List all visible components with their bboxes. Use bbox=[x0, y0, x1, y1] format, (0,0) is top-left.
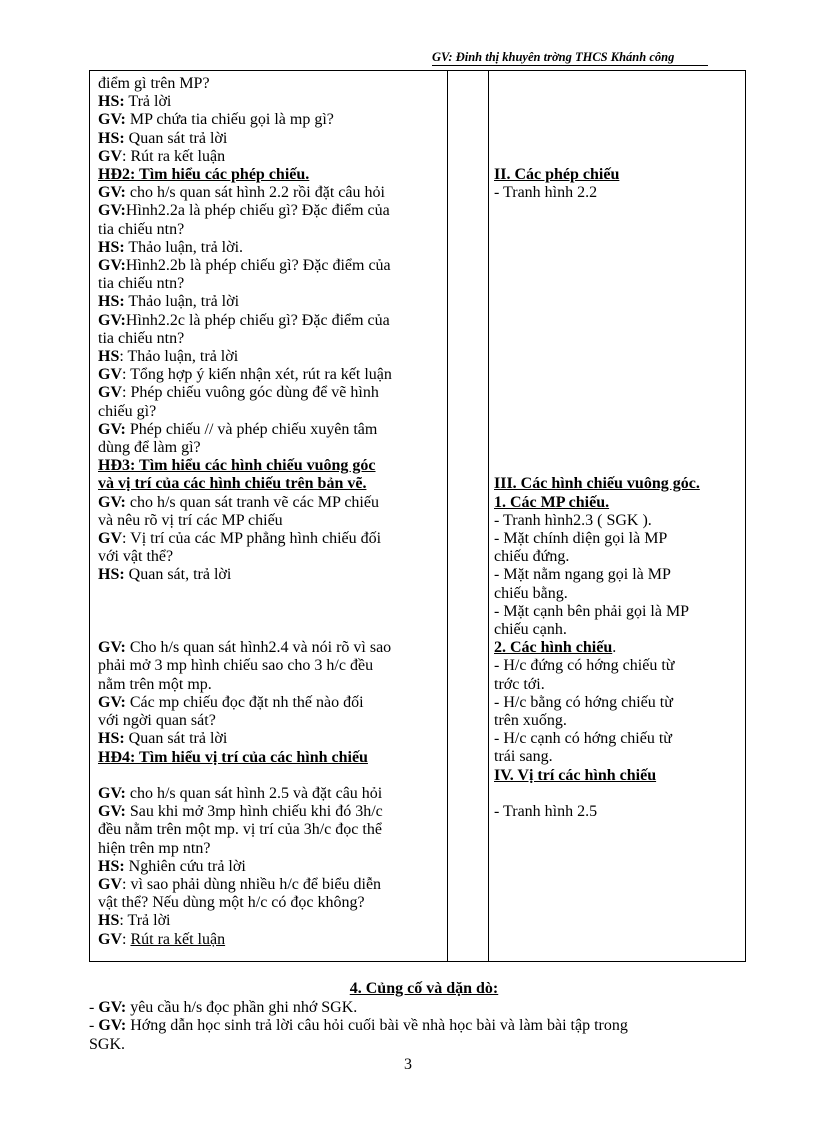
text-line: HS: Thảo luận, trả lời bbox=[98, 348, 239, 366]
section-heading: II. Các phép chiếu bbox=[494, 166, 620, 183]
text-line: chiếu cạnh. bbox=[494, 621, 567, 639]
section-heading: HĐ4: Tìm hiểu vị trí của các hình chiếu bbox=[98, 748, 368, 766]
section-heading: và vị trí của các hình chiếu trên bản vẽ. bbox=[98, 475, 367, 493]
section-title: 4. Củng cố và dặn dò: bbox=[349, 980, 499, 997]
text-line: GV: Rút ra kết luận bbox=[98, 930, 226, 948]
column-divider bbox=[488, 71, 489, 961]
text-line: và nêu rõ vị trí các MP chiếu bbox=[98, 511, 283, 529]
text-line: nằm trên một mp. bbox=[98, 675, 212, 693]
text-line: - Mặt chính diện gọi là MP bbox=[494, 530, 668, 548]
text-line: GV: MP chứa tia chiếu gọi là mp gì? bbox=[98, 111, 334, 129]
text-line: HS: Nghiên cứu trả lời bbox=[98, 857, 246, 875]
section-heading: III. Các hình chiếu vuông góc. bbox=[494, 475, 700, 493]
text-line: GV: Phép chiếu // và phép chiếu xuyên tâm bbox=[98, 420, 378, 438]
text-line: - Mặt cạnh bên phải gọi là MP bbox=[494, 602, 690, 620]
text-line: HS: Quan sát trả lời bbox=[98, 730, 228, 748]
summary-section bbox=[89, 980, 749, 1054]
text-line: - H/c cạnh có hớng chiếu từ bbox=[494, 730, 672, 748]
text-line: GV: Cho h/s quan sát hình2.4 và nói rõ vì sao bbox=[98, 639, 392, 657]
text-line: - Mặt nằm ngang gọi là MP bbox=[494, 566, 671, 584]
text-line: - GV: Hớng dẫn học sinh trả lời câu hỏi cuối bài về nhà học bài và làm bài tập trong bbox=[89, 1017, 628, 1034]
text-line: - H/c đứng có hớng chiếu từ bbox=[494, 657, 675, 675]
text-line: - GV: yêu cầu h/s đọc phần ghi nhớ SGK. bbox=[89, 998, 358, 1016]
text-line: HS: Quan sát trả lời bbox=[98, 129, 228, 147]
text-line: chiếu bằng. bbox=[494, 584, 568, 602]
spacer bbox=[98, 585, 448, 640]
text-line: dùng để làm gì? bbox=[98, 439, 201, 457]
text-line: trên xuống. bbox=[494, 712, 567, 730]
text-line: với ngời quan sát? bbox=[98, 712, 216, 730]
lesson-table bbox=[89, 70, 746, 962]
text-line: tia chiếu ntn? bbox=[98, 220, 185, 238]
text-line: GV: cho h/s quan sát hình 2.5 và đặt câu hỏi bbox=[98, 784, 383, 802]
text-line: tia chiếu ntn? bbox=[98, 275, 185, 293]
text-line: trái sang. bbox=[494, 748, 553, 766]
text-line: phải mở 3 mp hình chiếu sao cho 3 h/c đều bbox=[98, 657, 374, 675]
section-heading: HĐ2: Tìm hiểu các phép chiếu. bbox=[98, 166, 310, 184]
text-line: - H/c bằng có hớng chiếu từ bbox=[494, 693, 673, 711]
text-line: GV: Sau khi mở 3mp hình chiếu khi đó 3h/c bbox=[98, 803, 383, 821]
text-line: chiếu gì? bbox=[98, 402, 157, 420]
section-heading: IV. Vị trí các hình chiếu bbox=[494, 766, 657, 784]
text-line: GV: Phép chiếu vuông góc dùng để vẽ hình bbox=[98, 384, 379, 402]
text-line: với vật thể? bbox=[98, 548, 174, 566]
text-line: - Tranh hình2.3 ( SGK ). bbox=[494, 511, 652, 529]
spacer bbox=[98, 767, 448, 785]
text-line: vật thể? Nếu dùng một h/c có đọc không? bbox=[98, 894, 365, 912]
spacer bbox=[494, 75, 742, 166]
text-line: GV:Hình2.2a là phép chiếu gì? Đặc điểm của bbox=[98, 202, 390, 220]
text-line: HS: Thảo luận, trả lời bbox=[98, 293, 240, 311]
text-line: đều nằm trên một mp. vị trí của 3h/c đọc thể bbox=[98, 821, 382, 839]
text-line: hiện trên mp ntn? bbox=[98, 839, 211, 857]
content-column bbox=[494, 75, 742, 821]
text-line: GV: Các mp chiếu đọc đặt nh thế nào đối bbox=[98, 693, 364, 711]
text-line: - Tranh hình 2.2 bbox=[494, 184, 598, 202]
section-heading: 2. Các hình chiếu. bbox=[494, 639, 617, 657]
section-heading: HĐ3: Tìm hiểu các hình chiếu vuông góc bbox=[98, 457, 376, 475]
text-line: trớc tới. bbox=[494, 675, 545, 693]
text-line: GV: vì sao phải dùng nhiều h/c để biểu diễn bbox=[98, 875, 382, 893]
text-line: SGK. bbox=[89, 1035, 126, 1053]
text-line: chiếu đứng. bbox=[494, 548, 570, 566]
text-line: GV: cho h/s quan sát hình 2.2 rồi đặt câu hỏi bbox=[98, 184, 385, 202]
text-line: GV: cho h/s quan sát tranh vẽ các MP chiếu bbox=[98, 493, 379, 511]
text-line: GV:Hình2.2b là phép chiếu gì? Đặc điểm của bbox=[98, 257, 391, 275]
section-heading: 1. Các MP chiếu. bbox=[494, 493, 610, 511]
text-line: HS: Thảo luận, trả lời. bbox=[98, 238, 244, 256]
spacer bbox=[494, 785, 742, 803]
text-line: điểm gì trên MP? bbox=[98, 75, 210, 92]
text-line: tia chiếu ntn? bbox=[98, 329, 185, 347]
text-line: GV: Tổng hợp ý kiến nhận xét, rút ra kết luận bbox=[98, 366, 392, 384]
text-line: GV: Vị trí của các MP phẳng hình chiếu đối bbox=[98, 530, 382, 548]
text-line: HS: Quan sát, trả lời bbox=[98, 566, 232, 584]
spacer bbox=[494, 202, 742, 475]
text-line: HS: Trả lời bbox=[98, 93, 172, 111]
text-line: HS: Trả lời bbox=[98, 912, 171, 930]
activities-column bbox=[98, 75, 448, 949]
text-line: GV: Rút ra kết luận bbox=[98, 147, 226, 165]
text-line: - Tranh hình 2.5 bbox=[494, 803, 598, 821]
page-header: GV: Đinh thị khuyên trờng THCS Khánh công bbox=[432, 50, 708, 66]
text-line: GV:Hình2.2c là phép chiếu gì? Đặc điểm của bbox=[98, 311, 390, 329]
page-number: 3 bbox=[404, 1056, 412, 1073]
